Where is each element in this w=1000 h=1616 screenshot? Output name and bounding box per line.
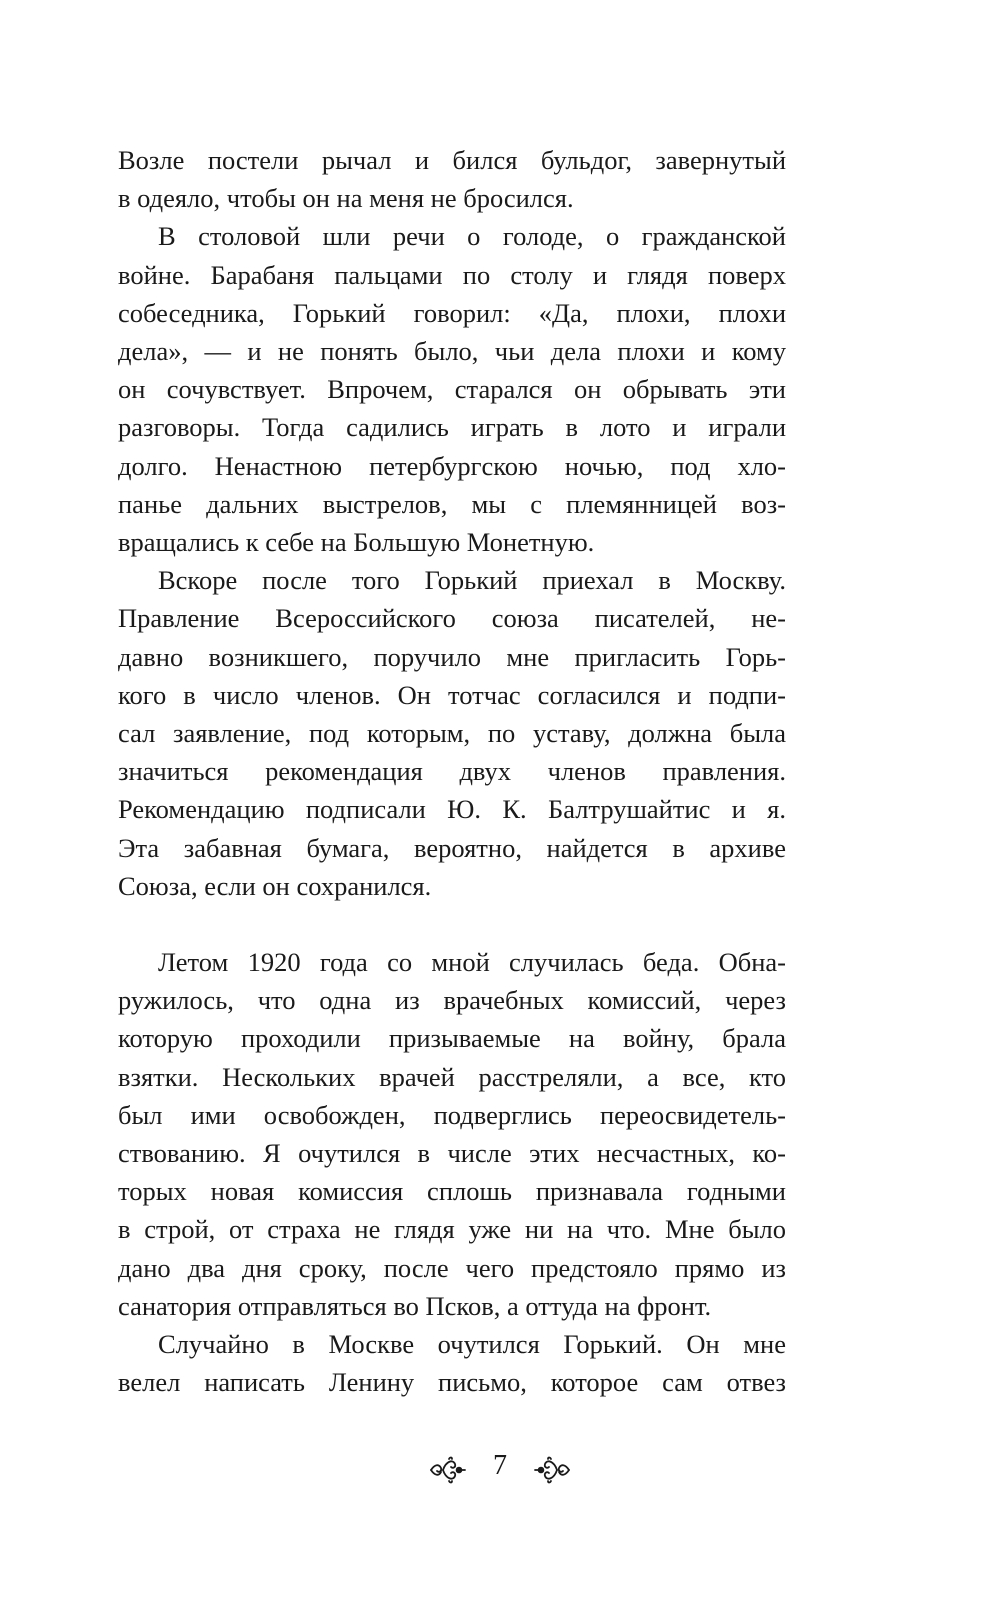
text-line: разговоры. Тогда садились играть в лото и играли: [118, 412, 786, 443]
text-line: кого в число членов. Он тотчас согласился и подпи-: [118, 679, 786, 710]
paragraph: [118, 141, 786, 217]
paragraph: [118, 217, 786, 561]
text-line: Рекомендацию подписали Ю. К. Балтрушайтис и я.: [118, 794, 786, 825]
text-line: панье дальних выстрелов, мы с племянницей воз-: [118, 488, 786, 519]
paragraph: [118, 561, 786, 905]
text-line: Летом 1920 года со мной случилась беда. Обна-: [158, 947, 786, 978]
text-line: сал заявление, под которым, по уставу, должна была: [118, 718, 786, 749]
text-line: значиться рекомендация двух членов правления.: [118, 756, 786, 787]
text-line: в одеяло, чтобы он на меня не бросился.: [118, 183, 574, 214]
text-line: санатория отправляться во Псков, а оттуда на фронт.: [118, 1290, 712, 1321]
text-line: торых новая комиссия сплошь признавала годными: [118, 1176, 786, 1207]
page-number: 7: [493, 1450, 507, 1481]
fleuron-left-icon: [429, 1455, 467, 1485]
text-line: в строй, от страха не глядя уже ни на что. Мне было: [118, 1214, 786, 1245]
text-line: которую проходили призываемые на войну, брала: [118, 1023, 786, 1054]
paragraph: [118, 943, 786, 1325]
text-line: взятки. Нескольких врачей расстреляли, а все, кто: [118, 1061, 786, 1092]
text-line: долго. Ненастною петербургскою ночью, под хло-: [118, 450, 786, 481]
text-line: дано два дня сроку, после чего предстояло прямо из: [118, 1252, 786, 1283]
text-line: был ими освобожден, подверглись переосвидетель-: [118, 1099, 786, 1130]
text-line: велел написать Ленину письмо, которое сам отвез: [118, 1367, 786, 1398]
text-line: Эта забавная бумага, вероятно, найдется в архиве: [118, 832, 786, 863]
text-line: Случайно в Москве очутился Горький. Он мне: [158, 1329, 786, 1360]
page-footer: [0, 1450, 1000, 1490]
text-line: Возле постели рычал и бился бульдог, завернутый: [118, 145, 786, 175]
text-line: вращались к себе на Большую Монетную.: [118, 527, 595, 558]
text-line: Вскоре после того Горький приехал в Москву.: [158, 565, 786, 596]
text-line: собеседника, Горький говорил: «Да, плохи, плохи: [118, 297, 786, 328]
text-line: он сочувствует. Впрочем, старался он обрывать эти: [118, 374, 786, 405]
paragraph: [118, 1325, 786, 1401]
text-line: ствованию. Я очутился в числе этих несчастных, ко-: [118, 1138, 786, 1169]
text-line: давно возникшего, поручило мне пригласить Горь-: [118, 641, 786, 672]
page-body: [118, 141, 786, 1402]
text-line: Правление Всероссийского союза писателей, не-: [118, 603, 786, 634]
text-line: ружилось, что одна из врачебных комиссий, через: [118, 985, 786, 1016]
section-break: [118, 905, 786, 943]
fleuron-right-icon: [533, 1455, 571, 1485]
text-line: В столовой шли речи о голоде, о гражданской: [158, 221, 786, 252]
text-line: войне. Барабаня пальцами по столу и глядя поверх: [118, 259, 786, 290]
text-line: дела», — и не понять было, чьи дела плохи и кому: [118, 336, 786, 367]
text-line: Союза, если он сохранился.: [118, 870, 432, 901]
